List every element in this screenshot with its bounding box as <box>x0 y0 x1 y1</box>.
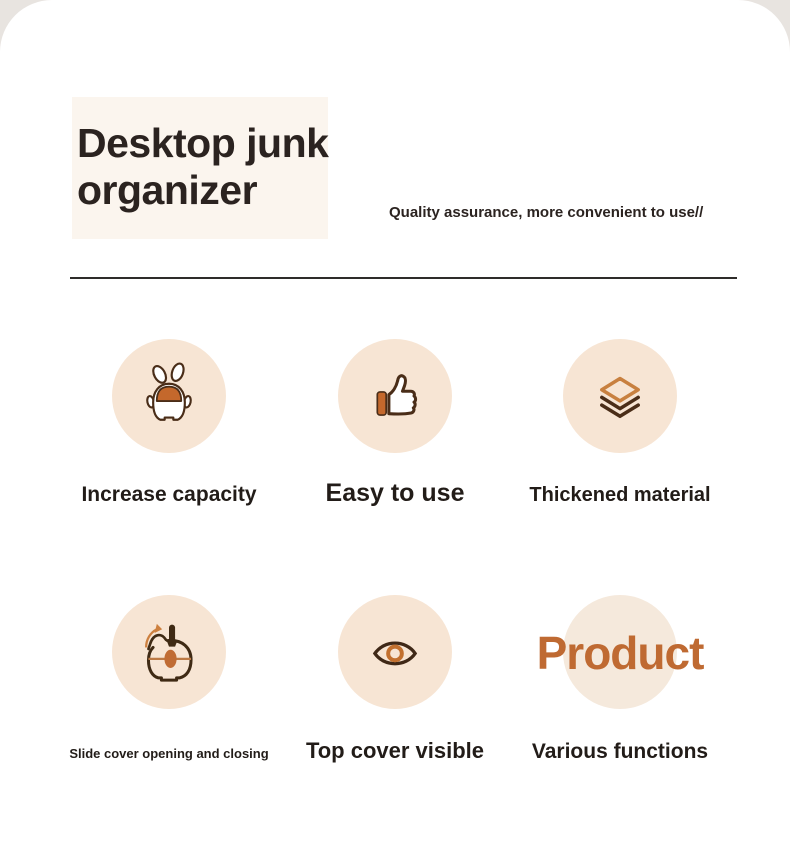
slide-cover-icon <box>131 614 207 690</box>
eye-icon <box>359 616 431 688</box>
feature-label: Thickened material <box>529 484 711 506</box>
feature-label: Slide cover opening and closing <box>69 746 269 761</box>
feature-label: Various functions <box>531 740 709 763</box>
divider-line <box>70 277 737 279</box>
page-subtitle: Quality assurance, more convenient to use// <box>389 204 704 221</box>
feature-icon-circle <box>112 595 226 709</box>
feature-icon-circle <box>112 339 226 453</box>
feature-label: Top cover visible <box>305 738 485 763</box>
feature-easy-to-use <box>282 339 508 549</box>
page-title-line1: Desktop junk <box>77 120 329 166</box>
feature-icon-circle <box>338 595 452 709</box>
feature-icon-circle <box>338 339 452 453</box>
stacked-layers-icon <box>585 361 655 431</box>
feature-slide-cover <box>56 595 282 805</box>
feature-increase-capacity <box>56 339 282 549</box>
thumbs-up-icon <box>361 362 429 430</box>
feature-top-cover-visible <box>282 595 508 805</box>
feature-icon-circle <box>563 339 677 453</box>
page-title-line2: organizer <box>77 167 258 213</box>
storage-box-icon <box>133 360 205 432</box>
product-overlay-text: Product <box>536 627 704 679</box>
feature-various-functions <box>507 595 733 805</box>
feature-label: Increase capacity <box>81 483 257 506</box>
feature-label: Easy to use <box>325 479 465 507</box>
page-title <box>77 120 328 214</box>
feature-thickened-material <box>507 339 733 549</box>
